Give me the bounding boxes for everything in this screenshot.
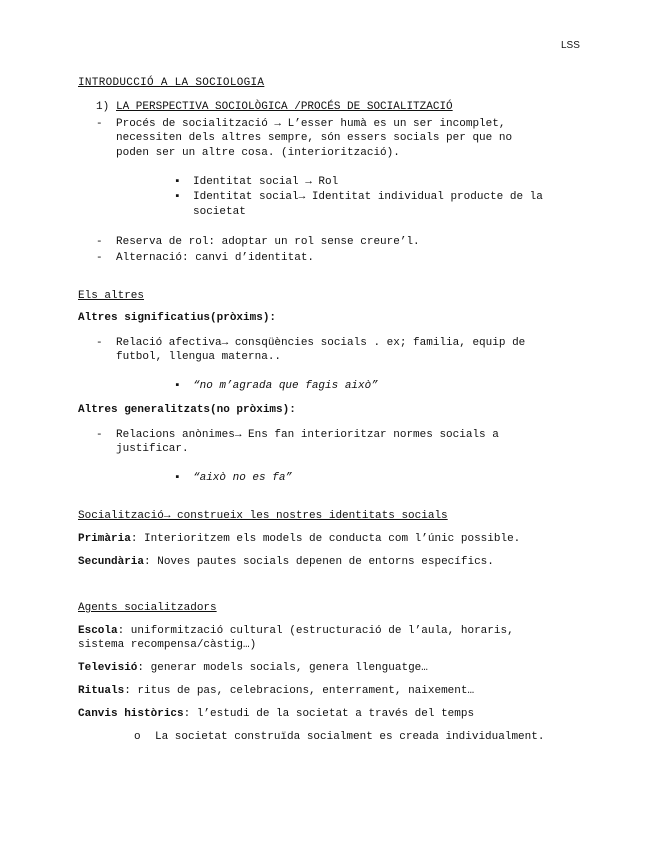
secundaria-text: : Noves pautes socials depenen de entorns específics. — [144, 556, 494, 568]
primaria-text: : Interioritzem els models de conducta com l’únic possible. — [130, 533, 521, 545]
bullet-square: ▪ — [174, 380, 181, 392]
rituals-line — [78, 684, 474, 699]
sub1: Identitat social → Rol — [193, 176, 339, 188]
bullet-dash: - — [96, 236, 103, 248]
canvis-sub: La societat construïda socialment es creada individualment. — [155, 731, 545, 743]
item1-line2: necessiten dels altres sempre, són essers socials per que no — [116, 132, 513, 144]
canvis-text: : l’estudi de la societat a través del temps — [183, 708, 475, 720]
generalitzats-label: Altres generalitzats(no pròxims): — [78, 404, 296, 416]
escola-line1 — [78, 624, 514, 639]
agents-heading: Agents socialitzadors — [78, 602, 217, 614]
sub2-line1: Identitat social→ Identitat individual producte de la — [193, 191, 543, 203]
primaria-line — [78, 532, 520, 547]
item1-line3: poden ser un altre cosa. (interiorització). — [116, 147, 400, 159]
significatius-label: Altres significatius(pròxims): — [78, 312, 277, 324]
section1-heading: LA PERSPECTIVA SOCIOLÒGICA /PROCÉS DE SOCIALITZACIÓ — [116, 101, 453, 113]
televisio-line — [78, 661, 428, 676]
bullet-square: ▪ — [174, 191, 181, 203]
bullet-dash: - — [96, 429, 103, 441]
secundaria-label: Secundària — [78, 556, 145, 568]
section1-number: 1) — [96, 101, 110, 113]
escola-text: : uniformització cultural (estructuració de l’aula, horaris, — [117, 625, 514, 637]
generalitzats-line2: justificar. — [116, 443, 189, 455]
header-tag: LSS — [561, 40, 580, 51]
canvis-line — [78, 707, 474, 722]
bullet-dash: - — [96, 252, 103, 264]
item1-line1: Procés de socialització → L’esser humà es un ser incomplet, — [116, 118, 506, 130]
televisio-label: Televisió — [78, 662, 138, 674]
generalitzats-quote: “això no es fa” — [193, 472, 293, 484]
item2: Reserva de rol: adoptar un rol sense creure’l. — [116, 236, 420, 248]
bullet-circle: o — [134, 731, 141, 743]
bullet-dash: - — [96, 118, 103, 130]
escola-line2: sistema recompensa/càstig…) — [78, 639, 257, 651]
secundaria-line — [78, 555, 494, 570]
socialitzacio-heading: Socialització→ construeix les nostres identitats socials — [78, 510, 448, 522]
item3: Alternació: canvi d’identitat. — [116, 252, 315, 264]
rituals-text: : ritus de pas, celebracions, enterrament, naixement… — [124, 685, 475, 697]
significatius-quote: “no m’agrada que fagis això” — [193, 380, 378, 392]
significatius-line1: Relació afectiva→ consqüències socials . ex; familia, equip de — [116, 337, 526, 349]
document-title: INTRODUCCIÓ A LA SOCIOLOGIA — [78, 77, 265, 89]
bullet-square: ▪ — [174, 472, 181, 484]
primaria-label: Primària — [78, 533, 131, 545]
bullet-square: ▪ — [174, 176, 181, 188]
significatius-line2: futbol, llengua materna.. — [116, 351, 282, 363]
canvis-label: Canvis històrics — [78, 708, 184, 720]
escola-label: Escola — [78, 625, 118, 637]
televisio-text: : generar models socials, genera llenguatge… — [137, 662, 428, 674]
bullet-dash: - — [96, 337, 103, 349]
altres-heading: Els altres — [78, 290, 145, 302]
generalitzats-line1: Relacions anònimes→ Ens fan interioritzar normes socials a — [116, 429, 499, 441]
rituals-label: Rituals — [78, 685, 125, 697]
sub2-line2: societat — [193, 206, 246, 218]
